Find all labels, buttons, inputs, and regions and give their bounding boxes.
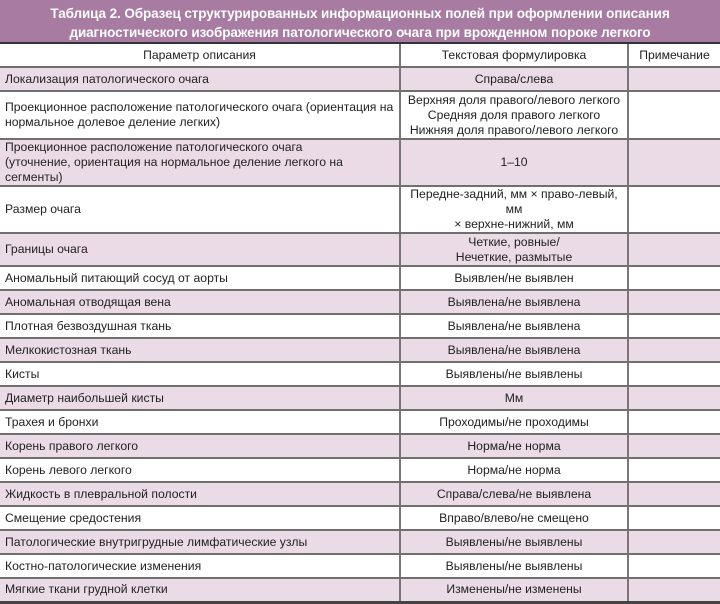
parameter-cell [0, 458, 400, 482]
parameter-cell [0, 233, 400, 266]
parameter-cell-line: (уточнение, ориентация на нормальное деление легкого на сегменты) [5, 155, 343, 184]
formulation-cell-line: Выявлены/не выявлены [445, 558, 583, 573]
note-cell [628, 410, 720, 434]
table-caption [0, 0, 720, 44]
formulation-cell-line: Выявлен/не выявлен [454, 270, 574, 285]
caption-line-1: Таблица 2. Образец структурированных информационных полей при оформлении описания [50, 6, 670, 21]
formulation-cell [400, 290, 628, 314]
formulation-cell [400, 506, 628, 530]
parameter-cell-line: Границы очага [5, 242, 88, 256]
parameter-cell-line: Кисты [5, 366, 40, 381]
parameter-cell-line: Проекционное расположение патологического очага [5, 140, 303, 154]
formulation-cell [400, 266, 628, 290]
table-row [0, 266, 720, 290]
formulation-cell [400, 139, 628, 186]
note-cell [628, 434, 720, 458]
table-row [0, 410, 720, 434]
parameter-cell-line: Трахея и бронхи [5, 414, 99, 429]
parameter-cell [0, 290, 400, 314]
parameter-cell [0, 578, 400, 602]
formulation-cell-line: 1–10 [500, 155, 528, 169]
formulation-cell [400, 554, 628, 578]
formulation-cell [400, 91, 628, 139]
parameter-cell [0, 482, 400, 506]
table-row [0, 578, 720, 602]
parameter-cell-line: Смещение средостения [5, 510, 142, 525]
formulation-cell [400, 434, 628, 458]
formulation-cell-line: Норма/не норма [467, 462, 561, 477]
parameter-cell [0, 386, 400, 410]
note-cell [628, 186, 720, 233]
caption-line-2: диагностического изображения патологического очага при врожденном пороке легкого [69, 25, 651, 40]
formulation-cell-line: Нижняя доля правого/левого легкого [409, 122, 619, 137]
table-row [0, 233, 720, 266]
formulation-cell-line: Выявлены/не выявлены [445, 534, 583, 549]
note-cell [628, 233, 720, 266]
formulation-cell [400, 314, 628, 338]
parameter-cell-line: Локализация патологического очага [5, 71, 209, 86]
formulation-cell [400, 458, 628, 482]
table-row [0, 530, 720, 554]
note-cell [628, 386, 720, 410]
formulation-cell-line: Мм [504, 390, 524, 405]
parameter-cell-line: Корень левого легкого [5, 462, 132, 477]
parameter-cell-line: Диаметр наибольшей кисты [5, 390, 164, 405]
formulation-cell-line: Передне-задний, мм × право-левый, мм [410, 187, 618, 216]
parameter-cell [0, 338, 400, 362]
note-cell [628, 530, 720, 554]
formulation-cell-line: Изменены/не изменены [446, 582, 582, 597]
note-cell [628, 506, 720, 530]
table-row [0, 186, 720, 233]
note-cell [628, 266, 720, 290]
note-cell [628, 578, 720, 602]
formulation-cell-line: Верхняя доля правого/левого легкого [407, 92, 621, 107]
parameter-cell [0, 362, 400, 386]
note-cell [628, 338, 720, 362]
parameter-cell-line: Жидкость в плевральной полости [5, 486, 197, 501]
parameter-cell-line: Плотная безвоздушная ткань [5, 318, 172, 333]
table-row [0, 434, 720, 458]
formulation-cell-line: Нечеткие, размытые [455, 249, 573, 264]
header-note: Примечание [628, 44, 720, 67]
formulation-cell-line: Выявлена/не выявлена [447, 294, 581, 309]
formulation-cell [400, 186, 628, 233]
formulation-cell-line: Средняя доля правого легкого [427, 107, 601, 122]
table-row [0, 554, 720, 578]
note-cell [628, 91, 720, 139]
table-row [0, 386, 720, 410]
parameter-cell [0, 554, 400, 578]
note-cell [628, 362, 720, 386]
parameter-cell [0, 186, 400, 233]
table-body [0, 67, 720, 602]
formulation-cell-line: × верхне-нижний, мм [454, 217, 574, 231]
parameter-cell [0, 314, 400, 338]
table-row [0, 91, 720, 139]
formulation-cell-line: Выявлена/не выявлена [447, 342, 581, 357]
formulation-cell-line: Справа/слева/не выявлена [436, 486, 592, 501]
parameter-cell-line: Мелкокистозная ткань [5, 342, 132, 357]
parameter-cell-line: Размер очага [5, 202, 81, 216]
note-cell [628, 482, 720, 506]
table-row [0, 314, 720, 338]
table-row [0, 67, 720, 91]
note-cell [628, 67, 720, 91]
parameter-cell-line: Мягкие ткани грудной клетки [5, 582, 168, 597]
formulation-cell [400, 530, 628, 554]
note-cell [628, 139, 720, 186]
formulation-cell-line: Справа/слева [474, 71, 554, 86]
parameter-cell-line: Корень правого легкого [5, 438, 139, 453]
table-row [0, 290, 720, 314]
parameter-cell [0, 506, 400, 530]
parameter-cell [0, 434, 400, 458]
formulation-cell-line: Четкие, ровные/ [468, 234, 560, 249]
formulation-cell [400, 386, 628, 410]
structured-fields-table [0, 44, 720, 604]
formulation-cell-line: Выявлена/не выявлена [447, 318, 581, 333]
parameter-cell-line: Аномальный питающий сосуд от аорты [5, 270, 228, 285]
formulation-cell-line: Выявлены/не выявлены [445, 366, 583, 381]
parameter-cell [0, 530, 400, 554]
note-cell [628, 290, 720, 314]
table-header-row [0, 44, 720, 67]
note-cell [628, 458, 720, 482]
formulation-cell [400, 482, 628, 506]
parameter-cell [0, 91, 400, 139]
parameter-cell [0, 139, 400, 186]
parameter-cell [0, 410, 400, 434]
table-row [0, 362, 720, 386]
formulation-cell [400, 67, 628, 91]
formulation-cell-line: Норма/не норма [467, 438, 561, 453]
formulation-cell-line: Проходимы/не проходимы [439, 414, 589, 429]
formulation-cell [400, 410, 628, 434]
table-row [0, 458, 720, 482]
formulation-cell-line: Вправо/влево/не смещено [439, 510, 589, 525]
table-row [0, 139, 720, 186]
parameter-cell-line: Проекционное расположение патологического очага (ориентация на [5, 100, 394, 114]
parameter-cell [0, 67, 400, 91]
table-row [0, 338, 720, 362]
header-parameter: Параметр описания [0, 44, 400, 67]
note-cell [628, 314, 720, 338]
formulation-cell [400, 338, 628, 362]
parameter-cell [0, 266, 400, 290]
table-row [0, 506, 720, 530]
formulation-cell [400, 578, 628, 602]
parameter-cell-line: Патологические внутригрудные лимфатические узлы [5, 534, 308, 549]
formulation-cell [400, 362, 628, 386]
header-text-formulation: Текстовая формулировка [400, 44, 628, 67]
parameter-cell-line: Костно-патологические изменения [5, 558, 202, 573]
formulation-cell [400, 233, 628, 266]
parameter-cell-line: Аномальная отводящая вена [5, 294, 171, 309]
parameter-cell-line: нормальное долевое деление легких) [5, 115, 221, 129]
note-cell [628, 554, 720, 578]
table-row [0, 482, 720, 506]
